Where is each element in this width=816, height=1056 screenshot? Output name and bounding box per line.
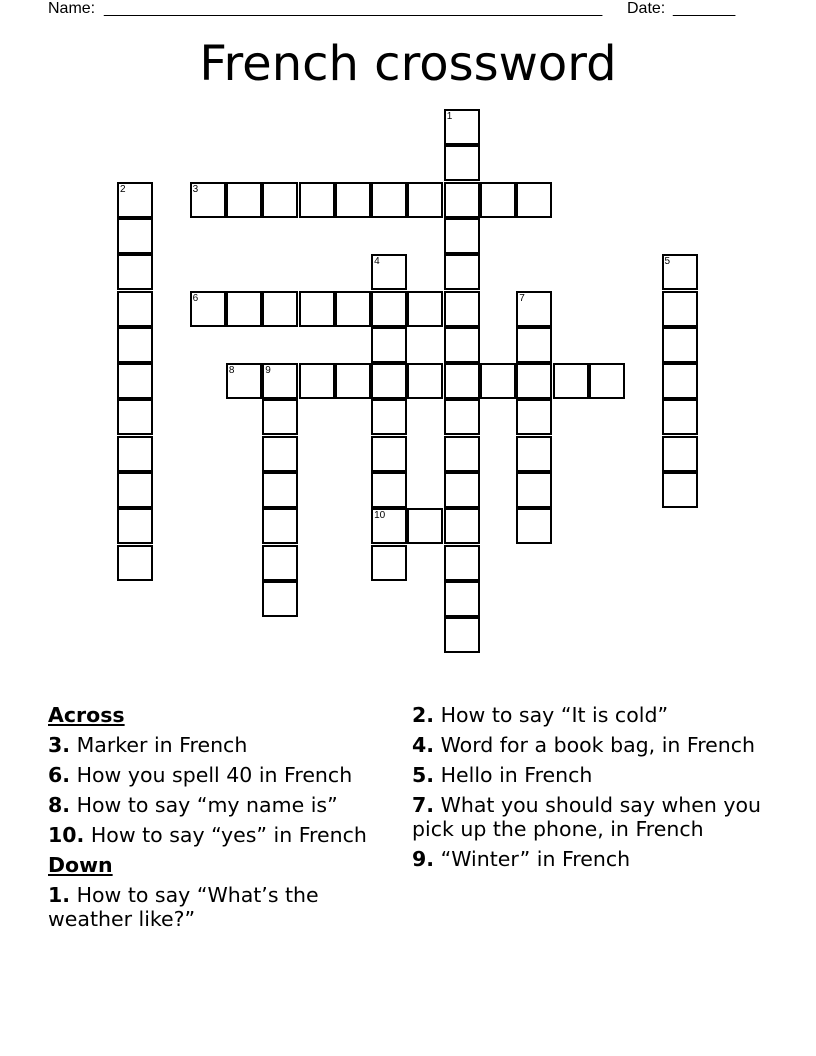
clue-text: How to say “yes” in French [90,823,367,847]
clue-number: 1. [48,883,71,907]
across-heading: Across [48,703,125,727]
grid-cell[interactable] [335,363,371,399]
clue-down-5 [412,763,772,787]
grid-cell[interactable] [117,399,153,435]
date-line: _______ [673,0,736,17]
grid-cell[interactable] [226,291,262,327]
clue-text: “Winter” in French [440,847,631,871]
clues-right-column [412,703,772,877]
grid-cell[interactable] [662,291,698,327]
grid-cell[interactable] [371,436,407,472]
clue-number: 4. [412,733,435,757]
name-line: ________________________________________________________ [104,0,603,17]
grid-cell[interactable] [407,363,443,399]
clue-text: Word for a book bag, in French [440,733,756,757]
grid-cell[interactable] [407,291,443,327]
clue-across-8 [48,793,408,817]
clue-number-label: 8 [228,365,235,377]
grid-cell[interactable] [117,327,153,363]
grid-cell[interactable] [262,182,298,218]
grid-cell[interactable] [444,327,480,363]
grid-cell[interactable] [371,363,407,399]
clue-number: 10. [48,823,85,847]
grid-cell[interactable] [444,617,480,653]
grid-cell[interactable] [444,182,480,218]
grid-cell[interactable] [117,472,153,508]
clue-text: How you spell 40 in French [76,763,353,787]
grid-cell[interactable] [407,508,443,544]
grid-cell[interactable] [444,581,480,617]
grid-cell[interactable] [262,399,298,435]
clue-number-label: 4 [374,256,380,268]
clue-down-2 [412,703,772,727]
clue-number-label: 2 [120,183,126,195]
clue-number: 2. [412,703,435,727]
grid-cell[interactable] [117,363,153,399]
grid-cell[interactable] [516,472,552,508]
grid-cell[interactable] [371,291,407,327]
grid-cell[interactable] [444,399,480,435]
grid-cell[interactable] [262,436,298,472]
grid-cell[interactable] [662,399,698,435]
grid-cell[interactable] [444,545,480,581]
clue-down-1 [48,883,408,931]
grid-cell[interactable] [117,436,153,472]
clue-number-label: 9 [265,365,271,377]
grid-cell[interactable] [444,145,480,181]
grid-cell[interactable] [335,182,371,218]
grid-cell[interactable] [553,363,589,399]
name-label: Name: [48,0,96,17]
clue-across-6 [48,763,408,787]
clue-across-3 [48,733,408,757]
clue-text: Marker in French [76,733,248,757]
grid-cell[interactable] [262,508,298,544]
grid-cell[interactable] [117,254,153,290]
grid-cell[interactable] [480,363,516,399]
grid-cell[interactable] [516,399,552,435]
clue-down-4 [412,733,772,757]
grid-cell[interactable] [299,291,335,327]
grid-cell[interactable] [117,218,153,254]
grid-cell[interactable] [444,218,480,254]
clue-down-7 [412,793,772,841]
clue-number-label: 5 [664,256,671,268]
grid-cell[interactable] [516,327,552,363]
clue-down-9 [412,847,772,871]
clue-text: Hello in French [440,763,593,787]
grid-cell[interactable] [262,545,298,581]
grid-cell[interactable] [262,581,298,617]
clue-number-label: 1 [446,111,453,122]
grid-cell[interactable] [226,182,262,218]
grid-cell[interactable] [516,436,552,472]
grid-cell[interactable] [444,436,480,472]
grid-cell[interactable] [335,291,371,327]
grid-cell[interactable] [371,182,407,218]
grid-cell[interactable] [516,182,552,218]
clues-left-column [48,703,408,937]
clue-across-10 [48,823,408,847]
clue-text: How to say “What’s the weather like?” [48,883,319,931]
grid-cell[interactable] [117,545,153,581]
grid-cell[interactable] [262,472,298,508]
clue-number: 9. [412,847,435,871]
grid-cell[interactable] [516,363,552,399]
grid-cell[interactable] [444,363,480,399]
page-title: French crossword [199,36,617,92]
clue-text: How to say “It is cold” [440,703,669,727]
clue-number-label: 3 [192,183,199,195]
grid-cell[interactable] [444,291,480,327]
clue-number: 8. [48,793,71,817]
clue-number-label: 10 [374,510,386,522]
grid-cell[interactable] [662,327,698,363]
grid-cell[interactable] [371,545,407,581]
grid-cell[interactable] [516,508,552,544]
grid-cell[interactable] [589,363,625,399]
grid-cell[interactable] [444,508,480,544]
grid-cell[interactable] [262,291,298,327]
grid-cell[interactable] [117,508,153,544]
grid-cell[interactable] [662,472,698,508]
clue-text: What you should say when you pick up the phone, in French [412,793,762,841]
grid-cell[interactable] [407,182,443,218]
grid-cell[interactable] [444,472,480,508]
grid-cell[interactable] [117,291,153,327]
grid-cell[interactable] [299,182,335,218]
clue-text: How to say “my name is” [76,793,338,817]
clue-number-label: 7 [519,292,525,304]
grid-cell[interactable] [480,182,516,218]
grid-cell[interactable] [299,363,335,399]
down-heading: Down [48,853,113,877]
grid-cell[interactable] [371,399,407,435]
clue-number: 6. [48,763,71,787]
grid-cell[interactable] [371,472,407,508]
clue-number: 5. [412,763,435,787]
grid-cell[interactable] [662,363,698,399]
grid-cell[interactable] [444,254,480,290]
grid-cell[interactable] [371,327,407,363]
grid-cell[interactable] [662,436,698,472]
date-label: Date: [627,0,666,17]
clue-number-label: 6 [192,292,199,304]
clue-number: 3. [48,733,71,757]
clue-number: 7. [412,793,435,817]
